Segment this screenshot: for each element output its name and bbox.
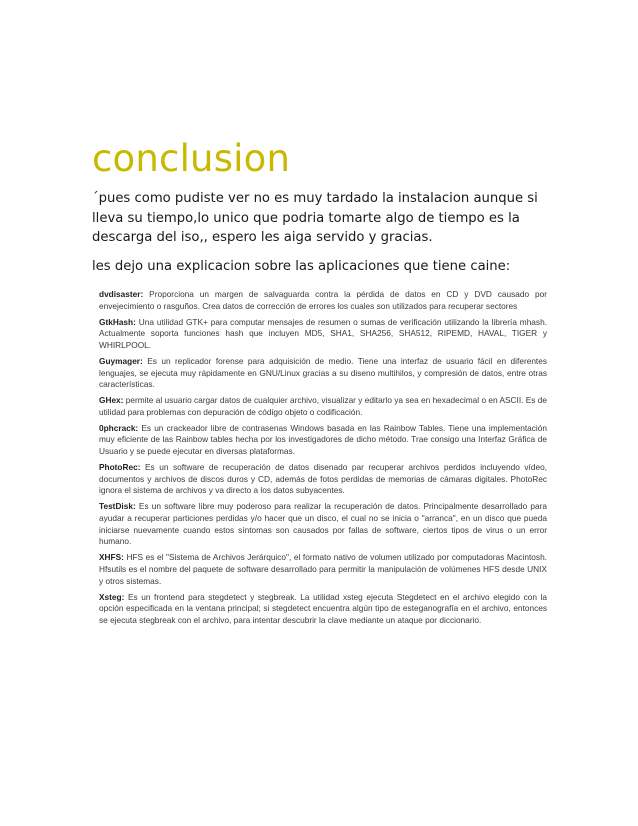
app-description: Es un frontend para stegdetect y stegbreak. La utilidad xsteg ejecuta Stegdetect en el archivo elegido con la opción especificada en la ventana principal; si stegdetect encuentra algún tipo de esteganografía en el archivo, entonces se ejecuta stegbreak con el archivo, para intentar descubrir la clave mediante un ataque por diccionario. [99, 591, 547, 626]
app-term: PhotoRec: [99, 462, 141, 473]
app-description: HFS es el "Sistema de Archivos Jerárquico", el formato nativo de volumen utilizado por computadoras Macintosh. Hfsutils es el nombre del paquete de software desarrollado para permitir la manipulación de volúmenes HFS desde UNIX y otros sistemas. [99, 552, 547, 586]
app-description: permite al usuario cargar datos de cualquier archivo, visualizar y editarlo ya sea en hexadecimal o en ASCII. Es de utilidad para problemas con depuración de código objeto o codificación. [99, 395, 547, 417]
app-description: Es un software de recuperación de datos disenado par recuperar archivos perdidos incluyendo vídeo, documentos y archivos de discos duros y CD, además de fotos perdidas de memorias de cámaras digitales. PhotoRec ignora el sistema de archivos y va directo a los datos subyacentes. [99, 462, 547, 496]
app-term: dvdisaster: [99, 289, 144, 299]
app-description: Una utilidad GTK+ para computar mensajes de resumen o sumas de verificación utilizando la librería mhash. Actualmente soporta funciones hash que incluyen MD5, SHA1, SHA256, SHA512, RIPEMD, HAVAL, TIGER y WHIRLPOOL. [99, 316, 547, 350]
page-title: conclusion [92, 137, 291, 180]
app-term: 0phcrack: [99, 422, 139, 433]
app-term: XHFS: [99, 552, 124, 563]
app-entry-ophcrack [99, 423, 547, 458]
lead-paragraph: les dejo una explicacion sobre las aplicaciones que tiene caine: [92, 259, 511, 274]
intro-paragraph: ´pues como pudiste ver no es muy tardado la instalacion aunque si lleva su tiempo,lo unico que podria tomarte algo de tiempo es la descarga del iso,, espero les aiga servido y gracias. [92, 191, 538, 246]
app-term: Xsteg: [99, 591, 125, 602]
app-entry-xhfs [99, 552, 547, 587]
app-description: Es un software libre muy poderoso para realizar la recuperación de datos. Principalmente desarrollado para ayudar a recuperar particiones perdidas y/o hacer que un disco, el cual no se inicia o "arranca", en un disco que pueda iniciarse nuevamente cuando estos síntomas son causados por fallas de software, ciertos tipos de virus o un error humano. [99, 501, 547, 547]
app-term: Guymager: [99, 355, 143, 366]
app-entry-testdisk [99, 501, 547, 548]
scanned-app-descriptions [99, 289, 547, 659]
app-entry-gtkhash [99, 317, 547, 352]
app-entry-photorec [99, 462, 547, 497]
app-description: Es un replicador forense para adquisición de medio. Tiene una interfaz de usuario fácil en diferentes lenguajes, se ejecuta muy rápidamente en GNU/Linux gracias a su diseno multihilos, y compresión de datos, entre otras características. [99, 355, 547, 390]
app-entry-xsteg [99, 592, 547, 627]
app-description: Proporciona un margen de salvaguarda contra la pérdida de datos en CD y DVD causado por envejecimiento o rasguños. Crea datos de corrección de errores los cuales son utilizados para recuperar sectores [99, 289, 547, 311]
app-entry-ghex [99, 395, 547, 418]
app-entry-guymager [99, 356, 547, 391]
app-term: TestDisk: [99, 501, 136, 512]
app-entry-dvdisaster [99, 289, 547, 312]
app-term: GHex: [99, 395, 124, 406]
app-term: GtkHash: [99, 316, 136, 327]
app-description: Es un crackeador libre de contrasenas Windows basada en las Rainbow Tables. Tiene una implementación muy eficiente de las Rainbow tables hecha por los investigadores de dicho método. Trae consigo una Interfaz Gráfica de Usuario y se puede ejecutar en diversas plataformas. [99, 422, 547, 457]
